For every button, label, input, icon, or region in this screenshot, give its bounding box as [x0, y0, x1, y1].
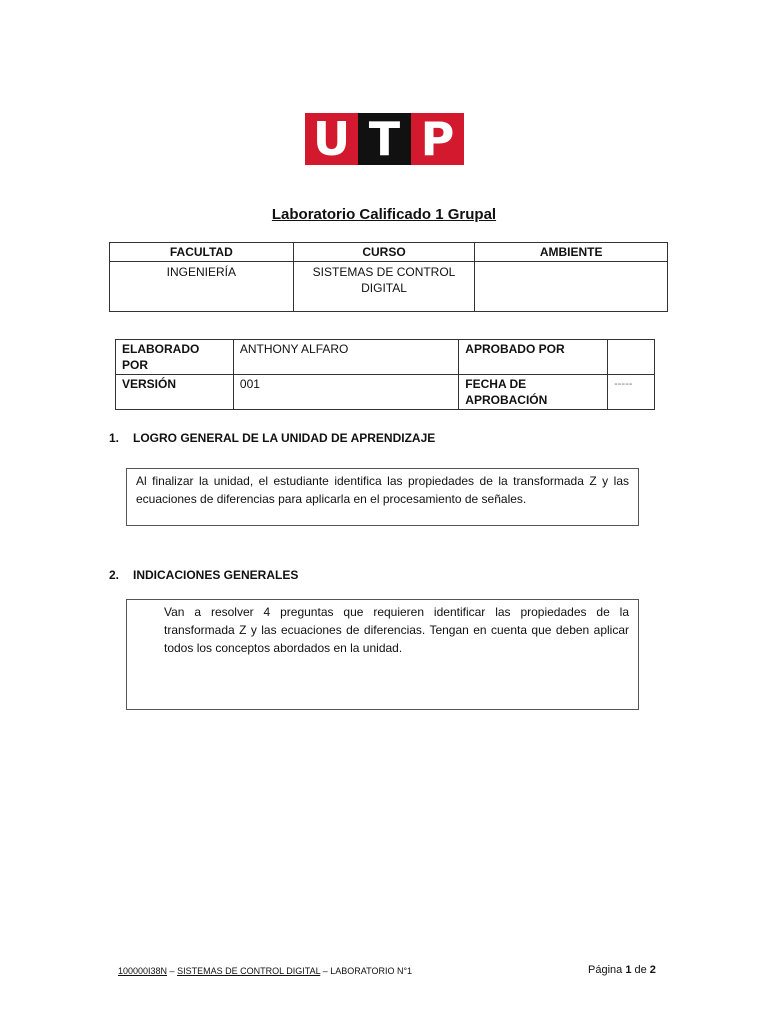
version-label: VERSIÓN — [116, 375, 234, 410]
version-value: 001 — [233, 375, 458, 410]
section-heading-1 — [109, 431, 435, 445]
footer-separator: – — [167, 966, 178, 976]
page-of: de — [631, 964, 650, 976]
elaborado-label: ELABORADO POR — [116, 340, 234, 375]
info-table-header — [110, 243, 668, 262]
info-table-row — [110, 262, 668, 312]
meta-row-1 — [116, 340, 655, 375]
logo-letter-u: U — [312, 112, 351, 166]
section-number: 1. — [109, 431, 120, 445]
logo-letter-t: T — [368, 112, 401, 166]
header-curso: CURSO — [293, 243, 475, 262]
document-title: Laboratorio Calificado 1 Grupal — [271, 206, 497, 223]
aprobado-value — [608, 340, 655, 375]
meta-row-2 — [116, 375, 655, 410]
logo-letter-p: P — [420, 112, 455, 166]
page-number — [588, 964, 656, 976]
header-ambiente: AMBIENTE — [475, 243, 668, 262]
section-1-text-box: Al finalizar la unidad, el estudiante identifica las propiedades de la transformada Z y las ecuaciones de diferencias para aplicarla en el procesamiento de señales. — [126, 468, 639, 526]
elaborado-value: ANTHONY ALFARO — [233, 340, 458, 375]
page-total: 2 — [649, 964, 656, 976]
curso-value: SISTEMAS DE CONTROL DIGITAL — [293, 262, 475, 312]
section-heading-2 — [109, 568, 298, 582]
facultad-value: INGENIERÍA — [110, 262, 294, 312]
utp-logo — [305, 113, 464, 165]
section-title: INDICACIONES GENERALES — [133, 568, 299, 582]
footer-code: 100000I38N — [118, 966, 168, 976]
page-label: Página — [588, 964, 626, 976]
header-facultad: FACULTAD — [110, 243, 294, 262]
aprobado-label: APROBADO POR — [459, 340, 608, 375]
footer-lab: – LABORATORIO N°1 — [320, 966, 413, 976]
fecha-label: FECHA DE APROBACIÓN — [459, 375, 608, 410]
info-table — [109, 242, 668, 312]
ambiente-value — [475, 262, 668, 312]
footer-course: SISTEMAS DE CONTROL DIGITAL — [177, 966, 321, 976]
section-title: LOGRO GENERAL DE LA UNIDAD DE APRENDIZAJE — [133, 431, 436, 445]
section-2-text-box: Van a resolver 4 preguntas que requieren identificar las propiedades de la transformada Z y las ecuaciones de diferencias. Tengan en cuenta que deben aplicar todos los conceptos abordados en la unidad. — [126, 599, 639, 710]
fecha-value: ----- — [608, 375, 655, 410]
page-current: 1 — [625, 964, 632, 976]
section-number: 2. — [109, 568, 120, 582]
footer-course-info — [118, 966, 412, 976]
meta-table — [115, 339, 655, 410]
